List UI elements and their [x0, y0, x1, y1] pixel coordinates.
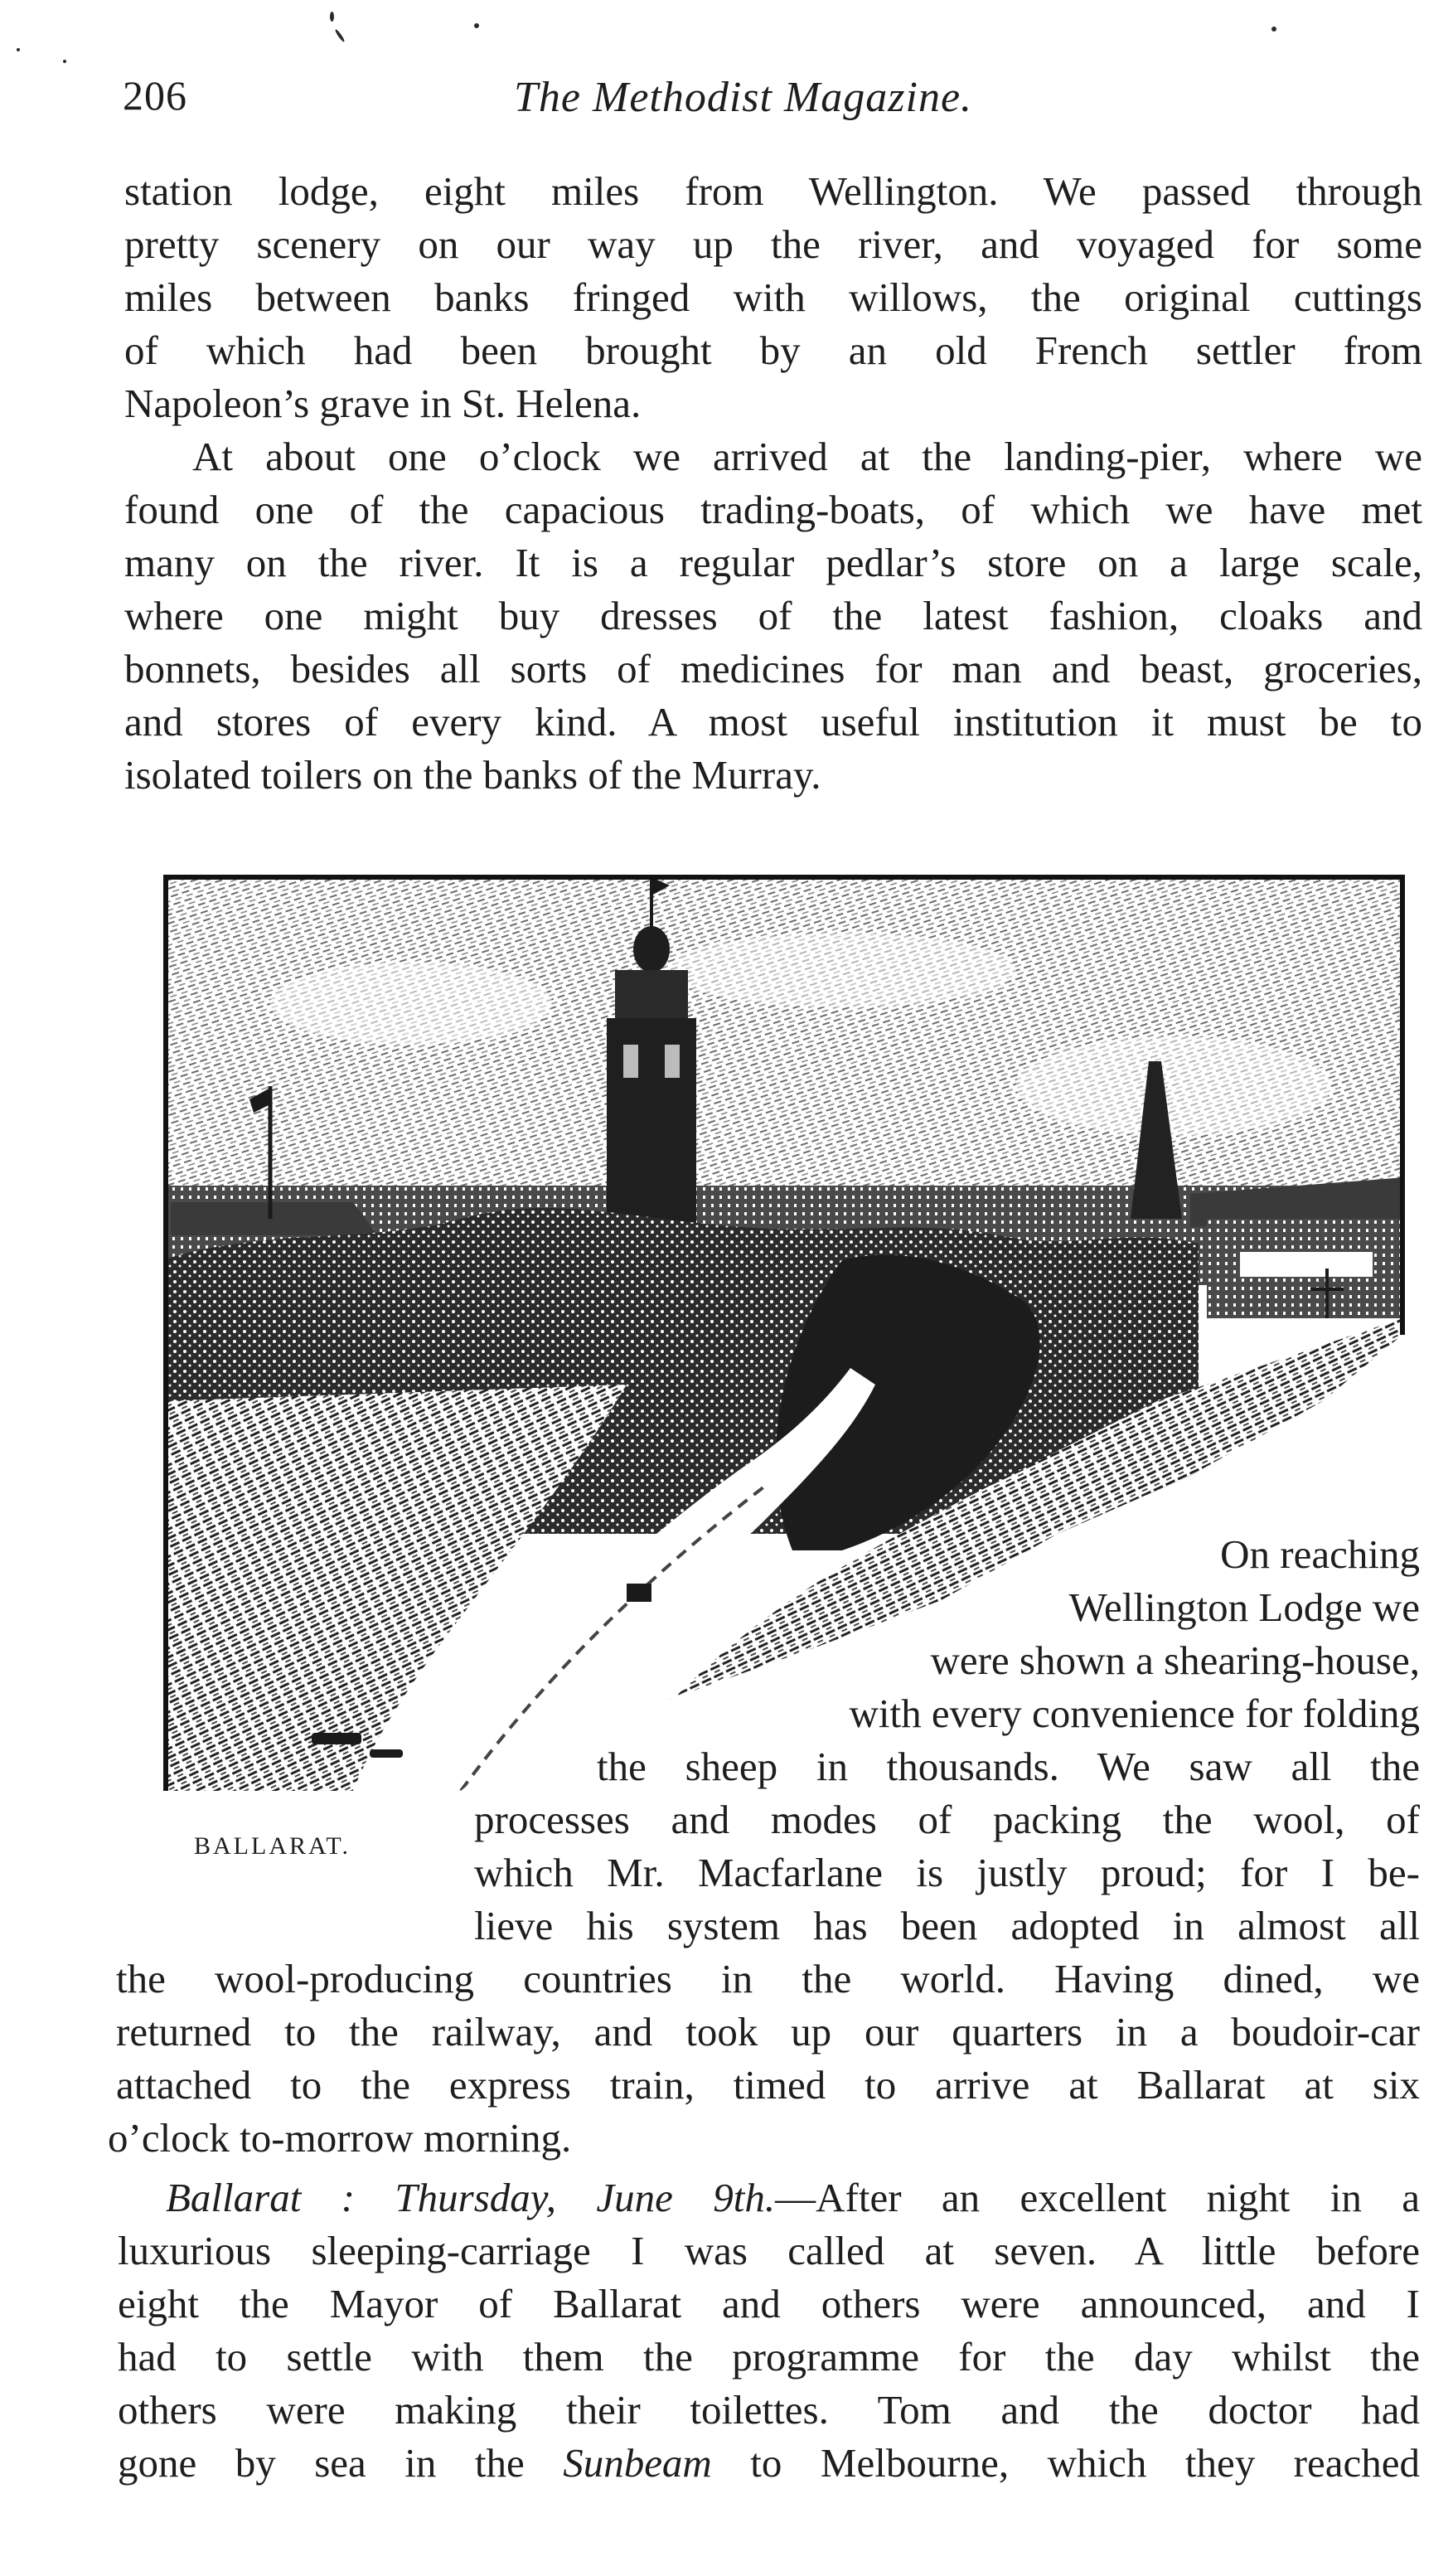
text-line: Wellington Lodge we	[1068, 1584, 1420, 1630]
text-line: the sheep in thousands. We saw all the	[597, 1744, 1420, 1789]
text-line: processes and modes of packing the wool, of	[474, 1797, 1420, 1842]
text-line	[118, 2440, 1420, 2486]
text-line: miles between banks fringed with willows, the original cuttings	[124, 274, 1422, 320]
scan-speck	[17, 48, 20, 51]
text-line: were shown a shearing-house,	[930, 1637, 1420, 1683]
text-line: lieve his system has been adopted in almost all	[474, 1903, 1420, 1948]
text-line: the wool-producing countries in the world. Having dined, we	[116, 1956, 1420, 2001]
scan-speck	[334, 28, 346, 42]
text-line: On reaching	[1220, 1531, 1420, 1577]
text-line: which Mr. Macfarlane is justly proud; for I be-	[474, 1850, 1420, 1895]
dateline: Ballarat : Thursday, June 9th.	[166, 2175, 776, 2220]
text-line: isolated toilers on the banks of the Murray.	[124, 752, 821, 798]
text-line: had to settle with them the programme for the day whilst the	[118, 2334, 1420, 2380]
text-line: At about one o’clock we arrived at the landing-pier, where we	[192, 434, 1422, 479]
text-line: and stores of every kind. A most useful institution it must be to	[124, 699, 1422, 745]
text-line: Napoleon’s grave in St. Helena.	[124, 381, 642, 426]
ship-name: Sunbeam	[563, 2440, 712, 2486]
running-title: The Methodist Magazine.	[514, 74, 973, 121]
page-number: 206	[123, 72, 187, 119]
figure-caption: BALLARAT.	[194, 1832, 351, 1860]
text-line: bonnets, besides all sorts of medicines for man and beast, groceries,	[124, 646, 1422, 691]
text-line: station lodge, eight miles from Wellington. We passed through	[124, 168, 1422, 214]
text-span: gone by sea in the	[118, 2440, 564, 2486]
text-line: of which had been brought by an old French settler from	[124, 327, 1422, 373]
text-line: with every convenience for folding	[849, 1691, 1420, 1736]
scan-speck	[330, 12, 334, 22]
text-line	[166, 2177, 1420, 2218]
clock-tower	[607, 1018, 696, 1225]
text-span: —After an excellent night in a	[775, 2175, 1420, 2220]
text-line: o’clock to-morrow morning.	[108, 2115, 572, 2161]
text-line: where one might buy dresses of the latest fashion, cloaks and	[124, 593, 1422, 638]
text-line: returned to the railway, and took up our quarters in a boudoir-car	[116, 2009, 1420, 2054]
text-line: attached to the express train, timed to arrive at Ballarat at six	[116, 2062, 1420, 2108]
text-span: to Melbourne, which they reached	[711, 2440, 1420, 2486]
text-line: many on the river. It is a regular pedlar’s store on a large scale,	[124, 540, 1422, 585]
scan-speck	[474, 23, 479, 28]
tower-cupola	[633, 926, 670, 973]
text-line: pretty scenery on our way up the river, and voyaged for some	[124, 221, 1422, 267]
scan-speck	[63, 60, 66, 63]
scan-speck	[1271, 27, 1276, 32]
text-line: found one of the capacious trading-boats, of which we have met	[124, 487, 1422, 532]
text-line: others were making their toilettes. Tom and the doctor had	[118, 2387, 1420, 2433]
text-line: eight the Mayor of Ballarat and others were announced, and I	[118, 2281, 1420, 2326]
text-line: luxurious sleeping-carriage I was called at seven. A little before	[118, 2228, 1420, 2273]
